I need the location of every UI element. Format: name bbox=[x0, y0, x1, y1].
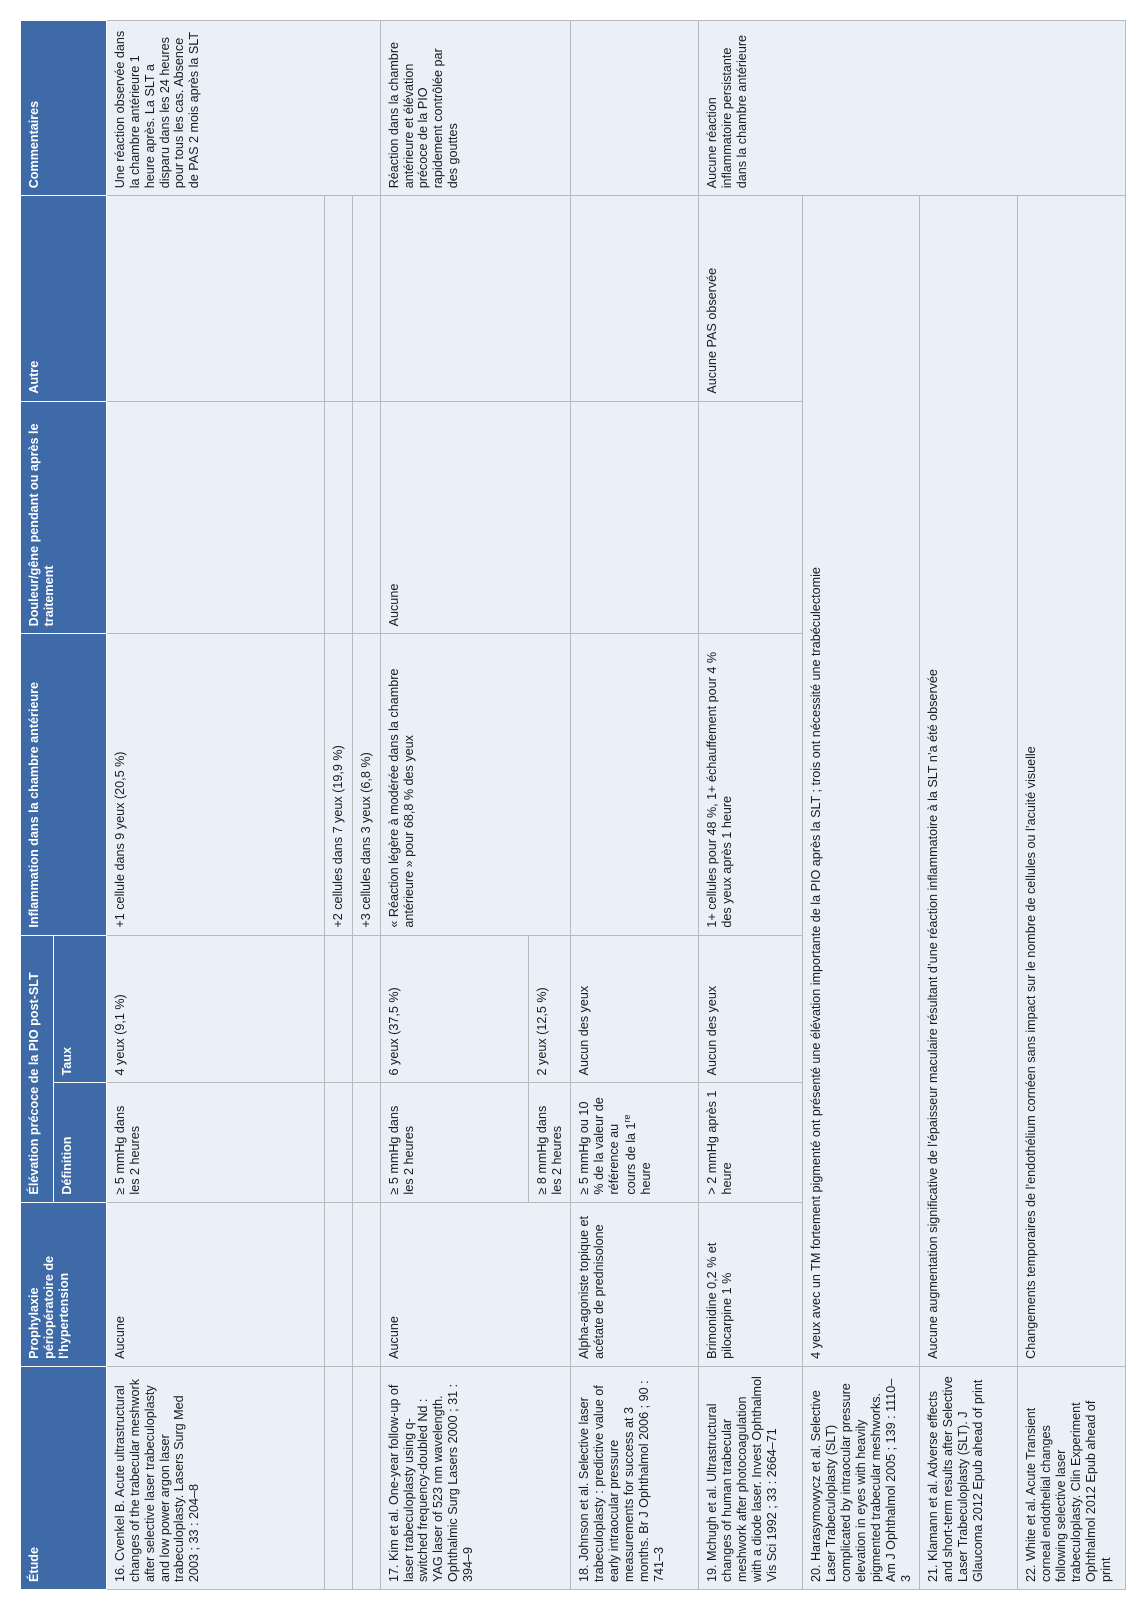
cell-commentaires: Aucune réaction inflammatoire persistante dans la chambre antérieure bbox=[699, 21, 1126, 196]
definition-end: heure bbox=[639, 1162, 654, 1195]
table-row bbox=[107, 21, 325, 1590]
cell-douleur bbox=[571, 401, 699, 634]
cell-taux: Aucun des yeux bbox=[699, 935, 803, 1083]
cell-prophylaxie: Brimonidine 0,2 % et pilocarpine 1 % bbox=[699, 1202, 803, 1366]
cell-etude: 21. Klamann et al. Adverse effects and short-term results after Selective Laser Trabeculoplasty (SLT). J Glaucoma 2012 Epub ahead of print bbox=[920, 1366, 1018, 1589]
cell-definition: ≥ 5 mmHg dans les 2 heures bbox=[107, 1083, 325, 1202]
cell-douleur: Aucune bbox=[380, 401, 571, 634]
cell-inflammation bbox=[571, 634, 699, 935]
cell-definition: > 2 mmHg après 1 heure bbox=[699, 1083, 803, 1202]
results-table bbox=[20, 20, 1126, 1590]
header-etude: Étude bbox=[21, 1366, 107, 1589]
cell-prophylaxie: Aucune bbox=[380, 1202, 571, 1366]
cell-definition-2: ≥ 8 mmHg dans les 2 heures bbox=[528, 1083, 571, 1202]
cell-autre bbox=[107, 196, 325, 401]
header-inflammation: Inflammation dans la chambre antérieure bbox=[21, 634, 107, 935]
cell-autre bbox=[380, 196, 571, 401]
cell-prophylaxie: Alpha-agoniste topique et acétate de prednisolone bbox=[571, 1202, 699, 1366]
cell-taux: 4 yeux (9,1 %) bbox=[107, 935, 325, 1083]
cell-definition bbox=[571, 1083, 699, 1202]
cell-autre bbox=[571, 196, 699, 401]
header-taux: Taux bbox=[54, 935, 107, 1083]
cell-taux-2: 2 yeux (12,5 %) bbox=[528, 935, 571, 1083]
cell-etude: 22. White et al. Acute Transient corneal endothelial changes following selective laser trabeculoplasty. Clin Experiment Ophthalmol 2012 Epub ahead of print bbox=[1018, 1366, 1126, 1589]
cell-douleur bbox=[107, 401, 325, 634]
cell-inflammation: 1+ cellules pour 48 %, 1+ échauffement pour 4 % des yeux après 1 heure bbox=[699, 634, 803, 935]
table-row bbox=[352, 21, 380, 1590]
cell-etude: 18. Johnson et al. Selective laser trabeculoplasty : predictive value of early intraocular pressure measurements for success at 3 months. Br J Ophthalmol 2006 ; 90 : 741–3 bbox=[571, 1366, 699, 1589]
rotated-table-wrapper bbox=[20, 20, 1113, 1590]
inflammation-line-3: +3 cellules dans 3 yeux (6,8 %) bbox=[352, 634, 380, 935]
cell-inflammation bbox=[107, 634, 325, 935]
cell-taux: 6 yeux (37,5 %) bbox=[380, 935, 528, 1083]
cell-etude: 17. Kim et al. One-year follow-up of laser trabeculoplasty using q-switched frequency-doubled Nd : YAG laser of 523 nm wavelength. Ophthalmic Surg Lasers 2000 ; 31 : 394–9 bbox=[380, 1366, 571, 1589]
inflammation-line-1: +1 cellule dans 9 yeux (20,5 %) bbox=[113, 751, 127, 928]
definition-text: ≥ 5 mmHg ou 10 % de la valeur de référence au cours de la 1 bbox=[577, 1097, 639, 1195]
header-commentaires: Commentaires bbox=[21, 21, 107, 196]
cell-prophylaxie: Aucune bbox=[107, 1202, 325, 1366]
header-definition: Définition bbox=[54, 1083, 107, 1202]
cell-span-note: 4 yeux avec un TM fortement pigmenté ont présenté une élévation importante de la PIO après la SLT ; trois ont nécessité une trabéculectomie bbox=[803, 196, 920, 1367]
header-prophylaxie: Prophylaxie périopératoire de l’hypertension bbox=[21, 1202, 107, 1366]
cell-commentaires bbox=[571, 21, 699, 196]
header-douleur: Douleur/gêne pendant ou après le traitement bbox=[21, 401, 107, 634]
table-row bbox=[325, 21, 353, 1590]
cell-etude: 20. Harasymowycz et al. Selective Laser Trabeculoplasty (SLT) complicated by intraocular pressure elevation in eyes with heavily pigmented trabecular meshworks. Am J Ophthalmol 2005 ; 139 : 1110–3 bbox=[803, 1366, 920, 1589]
cell-autre: Aucune PAS observée bbox=[699, 196, 803, 401]
header-elevation-group: Élévation précoce de la PIO post-SLT bbox=[21, 935, 54, 1202]
cell-inflammation: « Réaction légère à modérée dans la chambre antérieure » pour 68,8 % des yeux bbox=[380, 634, 571, 935]
table-row bbox=[803, 21, 920, 1590]
inflammation-line-2: +2 cellules dans 7 yeux (19,9 %) bbox=[325, 634, 353, 935]
cell-definition: ≥ 5 mmHg dans les 2 heures bbox=[380, 1083, 528, 1202]
cell-etude: 16. Cvenkel B. Acute ultrastructural changes of the trabecular meshwork after selective laser trabeculoplasty and low power argon laser trabeculoplasty. Lasers Surg Med 2003 ; 33 : 204–8 bbox=[107, 1366, 325, 1589]
header-autre: Autre bbox=[21, 196, 107, 401]
cell-span-note: Aucune augmentation significative de l’épaisseur maculaire résultant d’une réaction inflammatoire à la SLT n’a été observée bbox=[920, 196, 1018, 1367]
definition-sup: re bbox=[622, 1114, 633, 1123]
cell-commentaires: Une réaction observée dans la chambre antérieure 1 heure après. La SLT a disparu dans les 24 heures pour tous les cas. Absence de PAS 2 mois après la SLT bbox=[107, 21, 381, 196]
table-row bbox=[920, 21, 1018, 1590]
cell-douleur bbox=[699, 401, 803, 634]
table-row bbox=[380, 21, 528, 1590]
cell-span-note: Changements temporaires de l’endothélium cornéen sans impact sur le nombre de cellules ou l’acuité visuelle bbox=[1018, 196, 1126, 1367]
cell-commentaires: Réaction dans la chambre antérieure et élévation précoce de la PIO rapidement contrôlée par des gouttes bbox=[380, 21, 571, 196]
cell-etude: 19. Mchugh et al. Ultrastructural changes of human trabecular meshwork after photocoagulation with a diode laser. Invest Ophthalmol Vis Sci 1992 ; 33 : 2664–71 bbox=[699, 1366, 803, 1589]
cell-taux: Aucun des yeux bbox=[571, 935, 699, 1083]
table-row bbox=[571, 21, 699, 1590]
table-row bbox=[699, 21, 803, 1590]
table-row bbox=[1018, 21, 1126, 1590]
